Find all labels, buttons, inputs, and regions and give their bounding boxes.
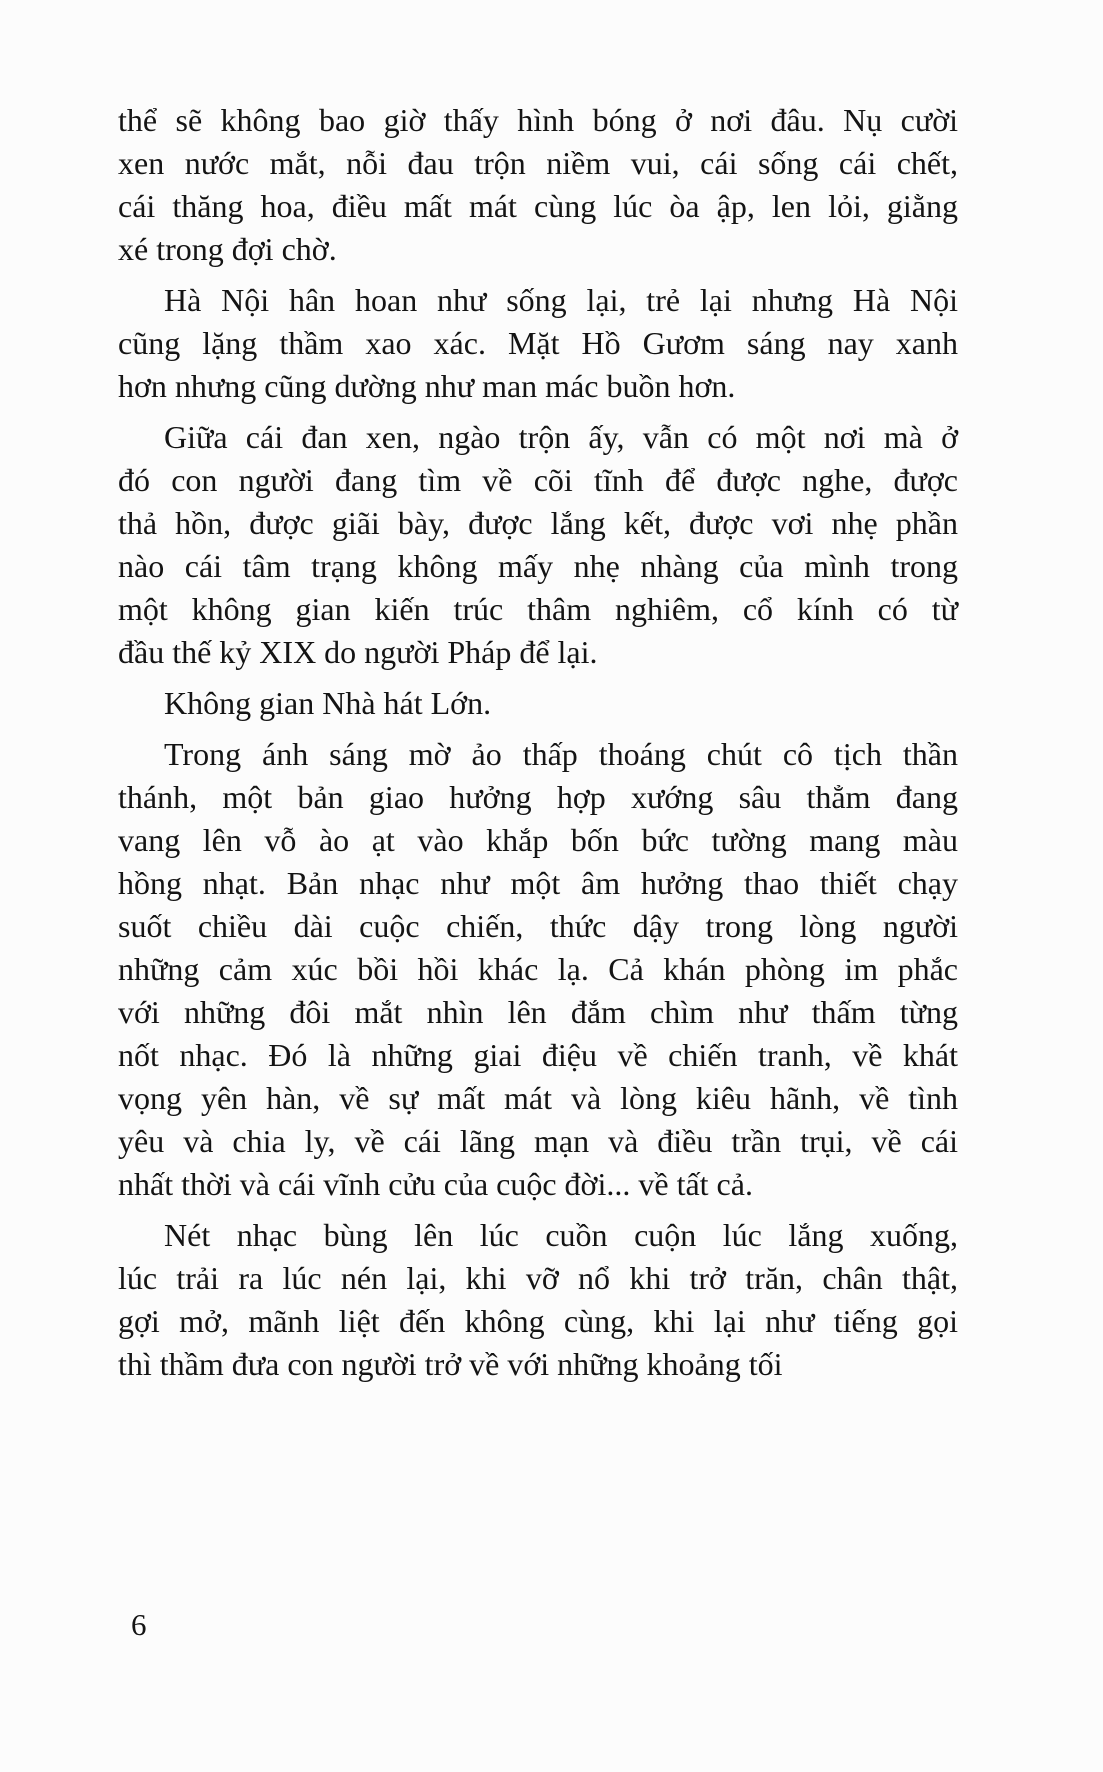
text-line: đầu thế kỷ XIX do người Pháp để lại. [118, 634, 598, 670]
text-line: nhất thời và cái vĩnh cửu của cuộc đời... về tất cả. [118, 1166, 753, 1202]
text-line: xen nước mắt, nỗi đau trộn niềm vui, cái sống cái chết, [118, 145, 958, 181]
text-line: thánh, một bản giao hưởng hợp xướng sâu thẳm đang [118, 779, 958, 815]
page-number: 6 [131, 1607, 147, 1642]
text-line: Không gian Nhà hát Lớn. [164, 685, 492, 721]
text-line: nào cái tâm trạng không mấy nhẹ nhàng của mình trong [118, 548, 958, 584]
text-line: một không gian kiến trúc thâm nghiêm, cổ kính có từ [118, 591, 958, 627]
text-line: Trong ánh sáng mờ ảo thấp thoáng chút cô tịch thần [164, 736, 958, 772]
text-line: thể sẽ không bao giờ thấy hình bóng ở nơi đâu. Nụ cười [118, 102, 958, 138]
text-line: cũng lặng thầm xao xác. Mặt Hồ Gươm sáng nay xanh [118, 325, 958, 361]
paragraph [118, 1214, 958, 1386]
text-line: thì thầm đưa con người trở về với những khoảng tối [118, 1346, 783, 1382]
paragraph [118, 682, 958, 725]
text-line: nốt nhạc. Đó là những giai điệu về chiến tranh, về khát [118, 1037, 958, 1073]
text-line: yêu và chia ly, về cái lãng mạn và điều trần trụi, về cái [118, 1123, 958, 1159]
text-block [118, 99, 958, 1386]
paragraph [118, 416, 958, 674]
text-line: hồng nhạt. Bản nhạc như một âm hưởng thao thiết chạy [118, 865, 958, 901]
paragraph [118, 279, 958, 408]
text-line: Nét nhạc bùng lên lúc cuồn cuộn lúc lắng xuống, [164, 1217, 958, 1253]
text-line: với những đôi mắt nhìn lên đắm chìm như thấm từng [118, 994, 958, 1030]
text-line: những cảm xúc bồi hồi khác lạ. Cả khán phòng im phắc [118, 951, 958, 987]
text-line: vọng yên hàn, về sự mất mát và lòng kiêu hãnh, về tình [118, 1080, 958, 1116]
text-line: lúc trải ra lúc nén lại, khi vỡ nổ khi trở trăn, chân thật, [118, 1260, 958, 1296]
text-line: vang lên vỗ ào ạt vào khắp bốn bức tường mang màu [118, 822, 958, 858]
text-line: Giữa cái đan xen, ngào trộn ấy, vẫn có một nơi mà ở [164, 419, 958, 455]
text-line: thả hồn, được giãi bày, được lắng kết, được vơi nhẹ phần [118, 505, 958, 541]
paragraph [118, 733, 958, 1206]
paragraph [118, 99, 958, 271]
text-line: đó con người đang tìm về cõi tĩnh để được nghe, được [118, 462, 958, 498]
text-line: Hà Nội hân hoan như sống lại, trẻ lại nhưng Hà Nội [164, 282, 958, 318]
text-line: gợi mở, mãnh liệt đến không cùng, khi lại như tiếng gọi [118, 1303, 958, 1339]
text-line: xé trong đợi chờ. [118, 231, 337, 267]
text-line: hơn nhưng cũng dường như man mác buồn hơn. [118, 368, 736, 404]
text-line: suốt chiều dài cuộc chiến, thức dậy trong lòng người [118, 908, 958, 944]
text-line: cái thăng hoa, điều mất mát cùng lúc òa ập, len lỏi, giằng [118, 188, 958, 224]
